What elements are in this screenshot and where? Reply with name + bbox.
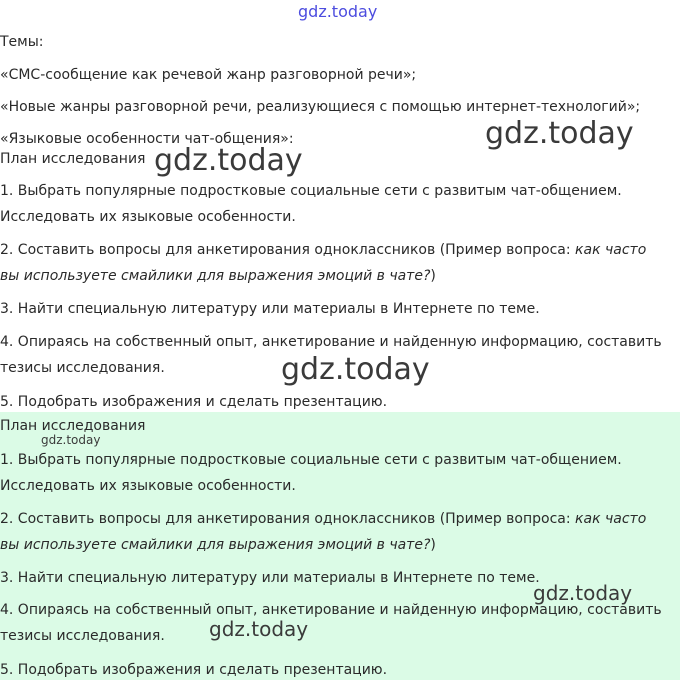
topic-item-2: «Новые жанры разговорной речи, реализующиеся с помощью интернет-технологий»; [0,99,641,115]
answer-plan-item-2-close: ) [430,537,436,553]
answer-plan-item-2-italic: как часто [575,511,647,527]
plan-item-2-line-1 [0,241,646,259]
answer-plan-item-3: 3. Найти специальную литературу или материалы в Интернете по теме. [0,570,540,586]
plan-heading: План исследования [0,151,146,167]
watermark-2: gdz.today [154,143,303,178]
topic-item-3: «Языковые особенности чат-общения»: [0,131,294,147]
plan-item-2-line-2 [0,267,436,285]
plan-item-4-line-2: тезисы исследования. [0,360,165,376]
watermark-3: gdz.today [281,352,430,387]
watermark-top: gdz.today [298,2,378,21]
watermark-5: gdz.today [533,581,633,605]
plan-item-2-close: ) [430,268,436,284]
answer-plan-item-1-line-2: Исследовать их языковые особенности. [0,478,296,494]
plan-item-5: 5. Подобрать изображения и сделать презентацию. [0,394,388,410]
plan-item-2-italic: как часто [575,242,647,258]
answer-plan-item-2-line-1 [0,510,646,528]
plan-item-2-italic-question: вы используете смайлики для выражения эмоций в чате? [0,268,431,284]
answer-plan-item-1-line-1: 1. Выбрать популярные подростковые социальные сети с развитым чат-общением. [0,452,622,468]
answer-plan-item-2-text: 2. Составить вопросы для анкетирования одноклассников (Пример вопроса: [0,511,576,527]
plan-item-4-line-1: 4. Опираясь на собственный опыт, анкетирование и найденную информацию, составить [0,334,662,350]
answer-plan-heading: План исследования [0,418,146,434]
plan-item-1-line-1: 1. Выбрать популярные подростковые социальные сети с развитым чат-общением. [0,183,622,199]
topics-heading: Темы: [0,34,44,50]
watermark-1: gdz.today [485,116,634,151]
answer-plan-item-5: 5. Подобрать изображения и сделать презентацию. [0,662,388,678]
answer-plan-item-4-line-1: 4. Опираясь на собственный опыт, анкетирование и найденную информацию, составить [0,602,662,618]
answer-plan-item-4-line-2: тезисы исследования. [0,628,165,644]
answer-plan-item-2-italic-question: вы используете смайлики для выражения эмоций в чате? [0,537,431,553]
topic-item-1: «СМС-сообщение как речевой жанр разговорной речи»; [0,67,417,83]
plan-item-3: 3. Найти специальную литературу или материалы в Интернете по теме. [0,301,540,317]
plan-item-1-line-2: Исследовать их языковые особенности. [0,209,296,225]
watermark-4: gdz.today [41,433,101,447]
answer-plan-item-2-line-2 [0,536,436,554]
watermark-6: gdz.today [209,617,309,641]
plan-item-2-text: 2. Составить вопросы для анкетирования одноклассников (Пример вопроса: [0,242,576,258]
